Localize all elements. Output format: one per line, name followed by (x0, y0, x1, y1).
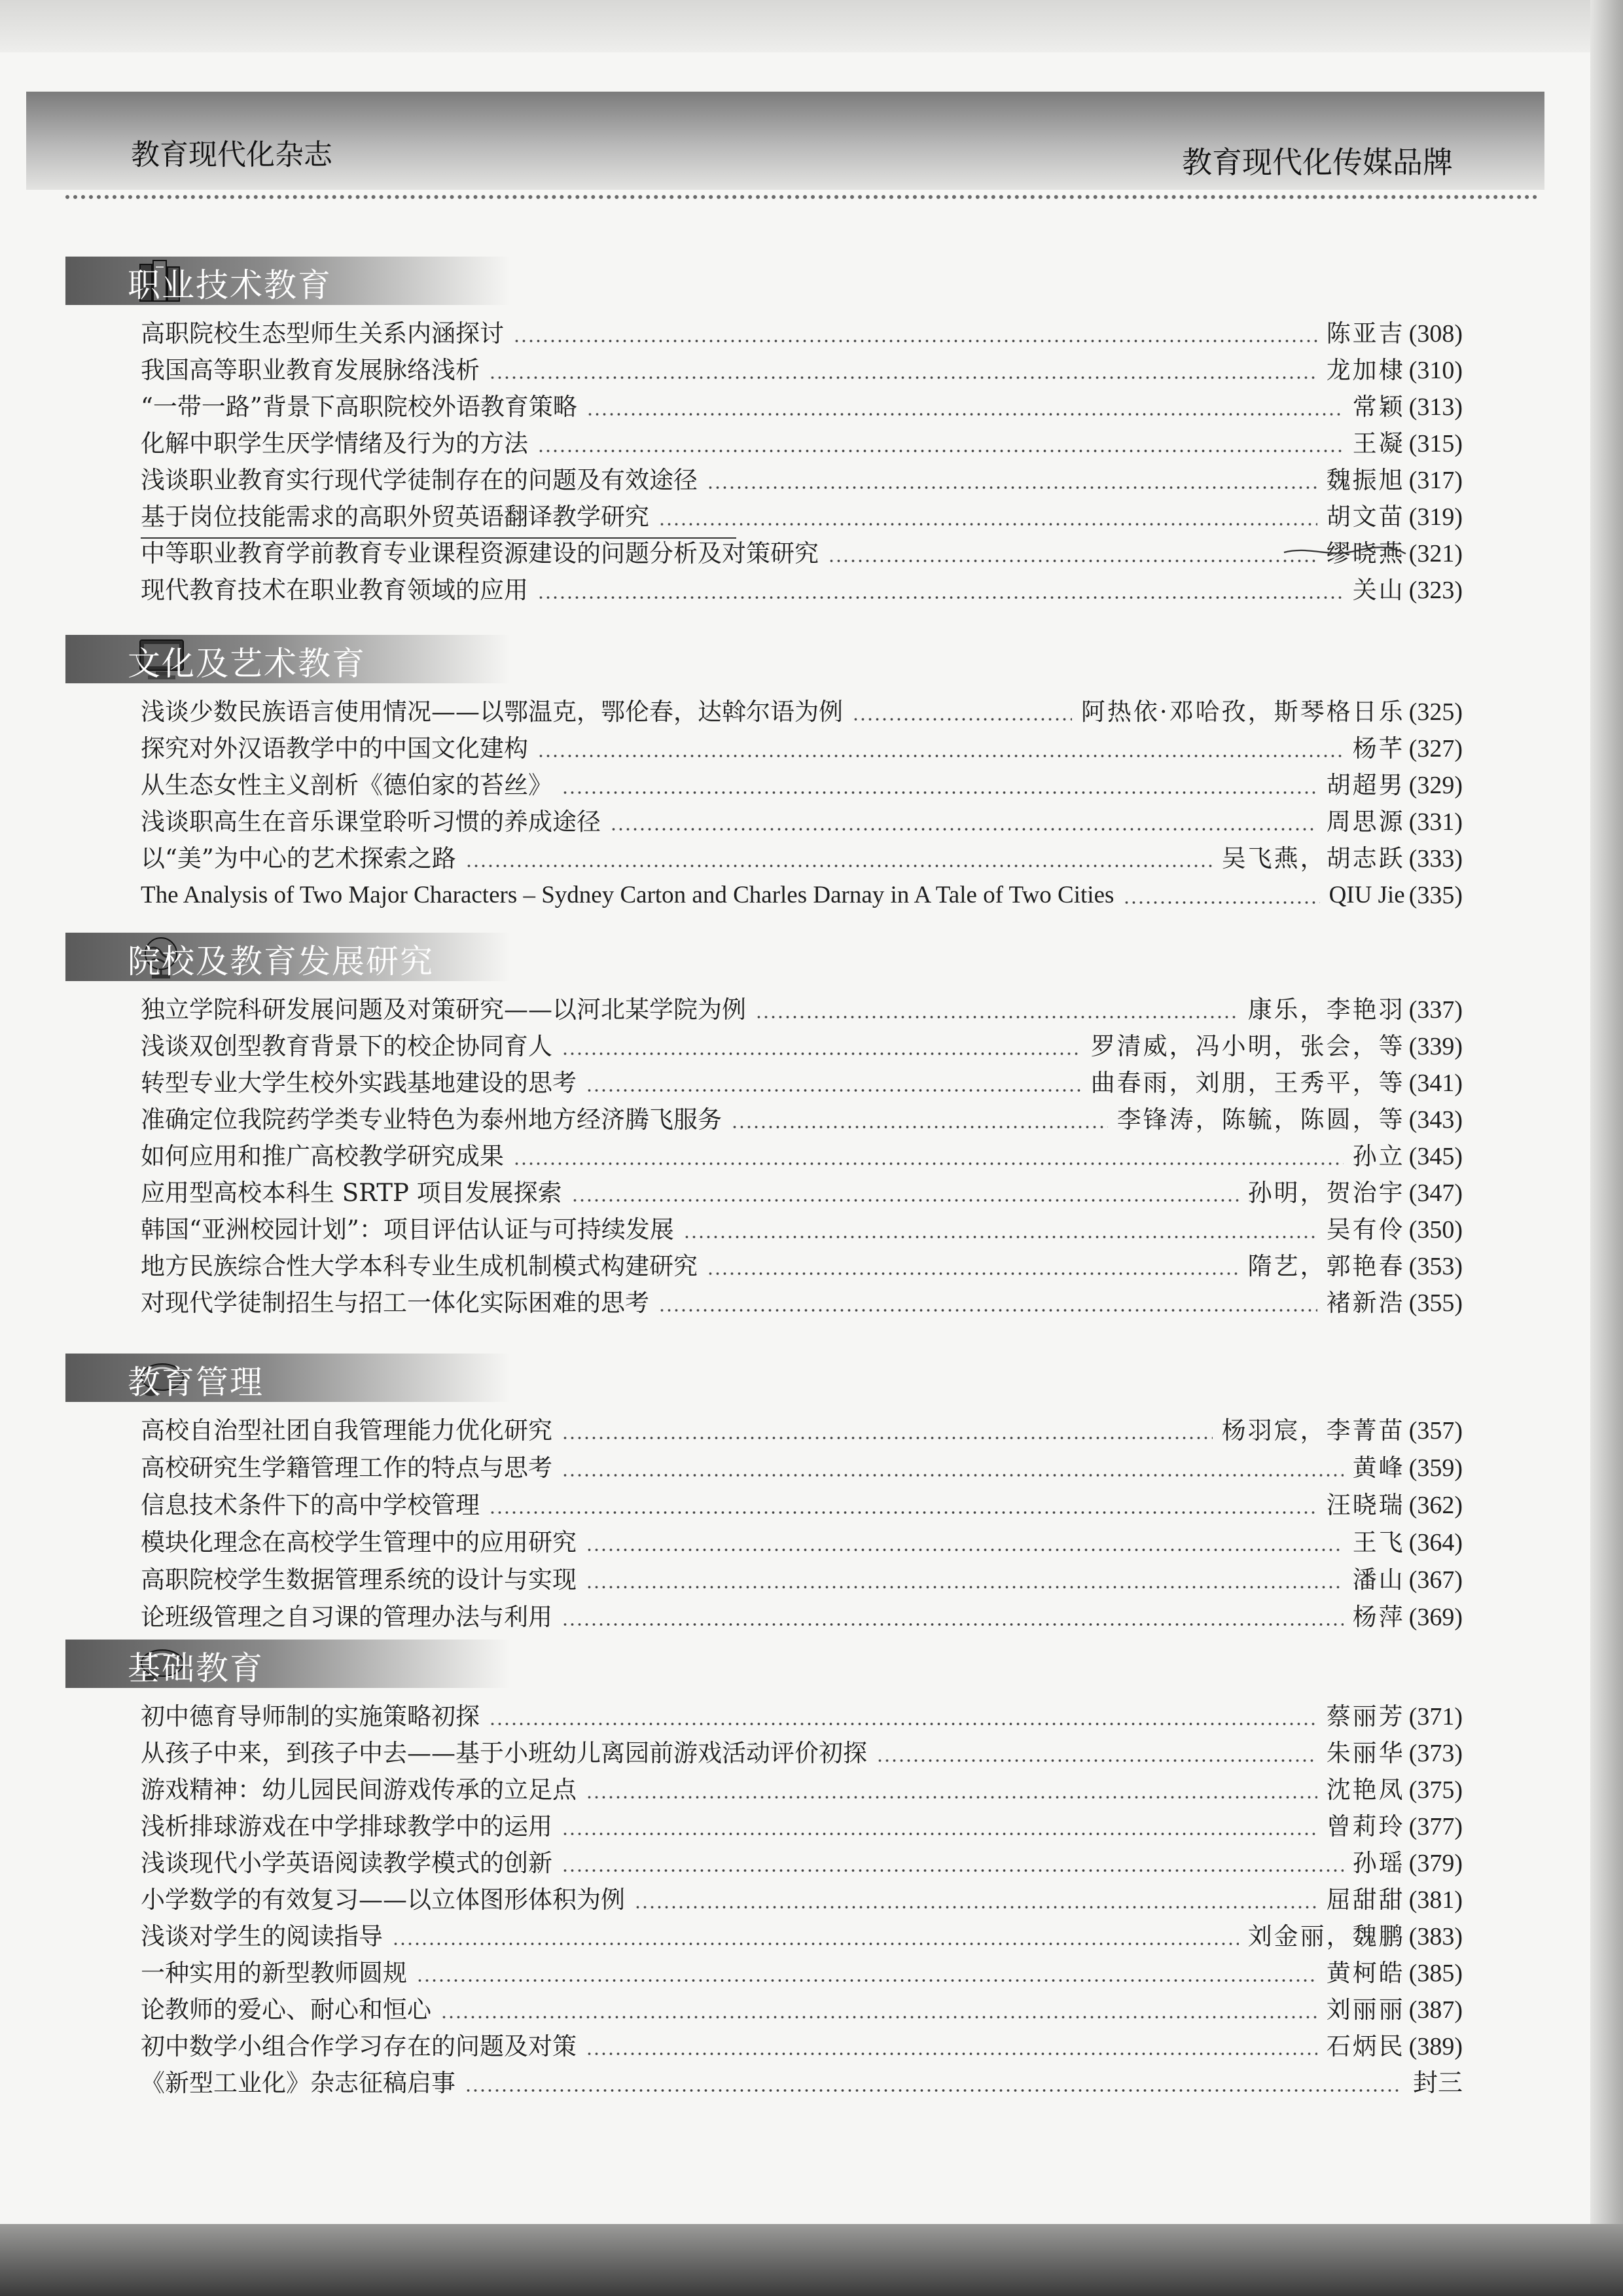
dot-leader (562, 1451, 1344, 1485)
entry-author: 隋艺，郭艳春 (1247, 1252, 1405, 1280)
entry-author: 潘山 (1352, 1566, 1405, 1594)
toc-entry[interactable] (141, 805, 1463, 839)
entry-title: 浅谈双创型教育背景下的校企协同育人 (141, 1032, 552, 1060)
toc-entry[interactable] (141, 1103, 1463, 1137)
dot-leader (707, 463, 1317, 497)
entry-author: 黄峰 (1352, 1454, 1405, 1482)
entry-author: 胡超男 (1326, 771, 1405, 799)
entry-page: (385) (1408, 1960, 1463, 1987)
entry-page: (325) (1408, 698, 1463, 726)
entry-page: (341) (1408, 1069, 1463, 1097)
toc-entry[interactable] (141, 1993, 1463, 2027)
dot-leader (513, 317, 1317, 351)
section-title-bar (65, 1354, 510, 1402)
entry-title: 论班级管理之自习课的管理办法与利用 (141, 1603, 552, 1631)
dot-leader (634, 1883, 1317, 1917)
dot-leader (489, 353, 1317, 387)
dot-leader (755, 993, 1239, 1027)
entry-page: (321) (1408, 540, 1463, 567)
entry-page: (343) (1408, 1106, 1463, 1134)
toc-entry[interactable] (141, 732, 1463, 766)
entry-title: 从孩子中来，到孩子中去——基于小班幼儿离园前游戏活动评价初探 (141, 1739, 867, 1767)
entry-title: 韩国“亚洲校园计划”：项目评估认证与可持续发展 (141, 1215, 674, 1244)
entry-page: (375) (1408, 1776, 1463, 1804)
entry-page: (367) (1408, 1566, 1463, 1594)
dot-leader (586, 1526, 1344, 1560)
section-title: 基础教育 (128, 1649, 264, 1687)
dot-leader (562, 1846, 1344, 1880)
entry-author: 褚新浩 (1326, 1289, 1405, 1317)
entry-author: 缪晓燕 (1326, 539, 1405, 567)
section-title-bar (65, 257, 510, 305)
scan-bottom-edge (0, 2224, 1623, 2296)
entry-title: 转型专业大学生校外实践基地建设的思考 (141, 1069, 577, 1097)
dot-leader (731, 1103, 1108, 1137)
entry-title: 论教师的爱心、耐心和恒心 (141, 1996, 431, 2024)
entry-page: (345) (1408, 1143, 1463, 1170)
entry-author: 汪晓瑞 (1326, 1491, 1405, 1519)
entry-author: 沈艳凤 (1326, 1776, 1405, 1804)
entry-page: (335) (1408, 882, 1463, 909)
toc-entry[interactable] (141, 1810, 1463, 1844)
section-title-bar (65, 635, 510, 683)
dot-leader (465, 2066, 1400, 2100)
toc-entry[interactable] (141, 1488, 1463, 1522)
section-title: 职业技术教育 (128, 266, 332, 304)
entry-author: 刘丽丽 (1326, 1996, 1405, 2024)
dot-leader (586, 2030, 1317, 2064)
entry-author: 关山 (1352, 576, 1405, 604)
entry-page: (327) (1408, 735, 1463, 762)
entry-author: 魏振旭 (1326, 466, 1405, 494)
dot-leader (562, 1600, 1344, 1634)
entry-page: (337) (1408, 996, 1463, 1024)
section-title-bar (65, 933, 510, 981)
toc-entry[interactable] (141, 768, 1463, 802)
brand-title: 教育现代化传媒品牌 (1182, 145, 1453, 180)
entry-author: QIU Jie (1329, 882, 1405, 908)
dot-leader (852, 695, 1072, 729)
entry-title: 浅谈对学生的阅读指导 (141, 1922, 383, 1950)
entry-author: 罗清威，冯小明，张会，等 (1090, 1032, 1405, 1060)
dot-leader (562, 1810, 1317, 1844)
entry-author: 石炳民 (1326, 2032, 1405, 2060)
toc-entry[interactable] (141, 2030, 1463, 2064)
entry-title: 应用型高校本科生 SRTP 项目发展探索 (141, 1179, 562, 1207)
journal-title: 教育现代化杂志 (131, 138, 332, 171)
toc-entry[interactable] (141, 1451, 1463, 1485)
scan-top-edge (0, 0, 1623, 52)
entry-page: (379) (1408, 1850, 1463, 1877)
dot-leader (513, 1139, 1344, 1174)
dot-leader (489, 1488, 1317, 1522)
entry-page: (350) (1408, 1216, 1463, 1244)
dot-leader (562, 1414, 1213, 1448)
entry-author: 杨羽宸，李菁苗 (1221, 1416, 1405, 1444)
entry-author: 王凝 (1352, 429, 1405, 457)
entry-title: 高校研究生学籍管理工作的特点与思考 (141, 1454, 552, 1482)
header-rule (65, 195, 1538, 199)
entry-author: 曲春雨，刘朋，王秀平，等 (1090, 1069, 1405, 1097)
toc-entry[interactable] (141, 317, 1463, 351)
toc-entry[interactable] (141, 500, 1463, 534)
entry-author: 屈甜甜 (1326, 1886, 1405, 1914)
entry-author: 杨芊 (1352, 734, 1405, 762)
entry-title: 信息技术条件下的高中学校管理 (141, 1491, 480, 1519)
toc-entry[interactable] (141, 1030, 1463, 1064)
toc-entry[interactable] (141, 573, 1463, 607)
dot-leader (707, 1249, 1239, 1283)
handwritten-underline (141, 537, 736, 539)
dot-leader (876, 1736, 1317, 1770)
entry-page: (319) (1408, 503, 1463, 531)
entry-title: 初中德育导师制的实施策略初探 (141, 1702, 480, 1731)
entry-page: (362) (1408, 1492, 1463, 1519)
entry-author: 曾莉玲 (1326, 1812, 1405, 1840)
toc-entry[interactable] (141, 353, 1463, 387)
section-title: 文化及艺术教育 (128, 645, 366, 683)
entry-title: 如何应用和推广高校教学研究成果 (141, 1142, 504, 1170)
entry-author: 杨萍 (1352, 1603, 1405, 1631)
entry-title: “一带一路”背景下高职院校外语教育策略 (141, 393, 577, 421)
toc-entry[interactable] (141, 1883, 1463, 1917)
entry-page: (387) (1408, 1996, 1463, 2024)
entry-title: The Analysis of Two Major Characters – Sydney Carton and Charles Darnay in A Tale of Two Cities (141, 882, 1115, 908)
entry-title: 中等职业教育学前教育专业课程资源建设的问题分析及对策研究 (141, 539, 819, 567)
entry-author: 朱丽华 (1326, 1739, 1405, 1767)
toc-entry[interactable] (141, 1526, 1463, 1560)
toc-entry[interactable] (141, 1176, 1463, 1210)
entry-page: (355) (1408, 1289, 1463, 1317)
toc-entry[interactable] (141, 1736, 1463, 1770)
entry-title: 准确定位我院药学类专业特色为泰州地方经济腾飞服务 (141, 1105, 722, 1134)
dot-leader (586, 390, 1344, 424)
dot-leader (586, 1773, 1317, 1807)
toc-entry[interactable] (141, 463, 1463, 497)
section-title: 教育管理 (128, 1363, 264, 1401)
dot-leader (440, 1993, 1317, 2027)
entry-title: 我国高等职业教育发展脉络浅析 (141, 356, 480, 384)
entry-title: 初中数学小组合作学习存在的问题及对策 (141, 2032, 577, 2060)
entry-title: 一种实用的新型教师圆规 (141, 1959, 407, 1987)
dot-leader (465, 842, 1213, 876)
entry-author: 龙加棣 (1326, 356, 1405, 384)
entry-page: (315) (1408, 430, 1463, 457)
entry-author: 孙明，贺治宇 (1247, 1179, 1405, 1207)
toc-entry[interactable] (141, 878, 1463, 912)
toc-entry[interactable] (141, 1700, 1463, 1734)
dot-leader (392, 1920, 1239, 1954)
dot-leader (658, 1286, 1317, 1320)
toc-entry[interactable] (141, 1249, 1463, 1283)
toc-entry[interactable] (141, 537, 1463, 571)
dot-leader (489, 1700, 1317, 1734)
entry-page: (353) (1408, 1253, 1463, 1280)
entry-title: 高职院校学生数据管理系统的设计与实现 (141, 1566, 577, 1594)
entry-page: (383) (1408, 1923, 1463, 1950)
dot-leader (416, 1956, 1317, 1990)
entry-author: 刘金丽，魏鹏 (1247, 1922, 1405, 1950)
entry-page: 封三 (1412, 2070, 1463, 2097)
entry-title: 《新型工业化》杂志征稿启事 (141, 2069, 455, 2097)
entry-page: (313) (1408, 393, 1463, 421)
entry-author: 周思源 (1326, 808, 1405, 836)
entry-page: (310) (1408, 357, 1463, 384)
toc-entry[interactable] (141, 1920, 1463, 1954)
toc-entry[interactable] (141, 993, 1463, 1027)
toc-entry[interactable] (141, 1773, 1463, 1807)
dot-leader (586, 1563, 1344, 1597)
dot-leader (537, 427, 1344, 461)
entry-title: 地方民族综合性大学本科专业生成机制模式构建研究 (141, 1252, 698, 1280)
entry-title: 以“美”为中心的艺术探索之路 (141, 844, 456, 872)
entry-title: 独立学院科研发展问题及对策研究——以河北某学院为例 (141, 996, 746, 1024)
entry-author: 李锋涛，陈毓，陈圆，等 (1116, 1105, 1405, 1134)
entry-title: 模块化理念在高校学生管理中的应用研究 (141, 1528, 577, 1556)
dot-leader (537, 732, 1344, 766)
entry-page: (331) (1408, 808, 1463, 836)
toc-entry[interactable] (141, 1414, 1463, 1448)
toc-entry[interactable] (141, 427, 1463, 461)
dot-leader (658, 500, 1317, 534)
section-title: 院校及教育发展研究 (128, 942, 434, 980)
toc-entry[interactable] (141, 1286, 1463, 1320)
entry-page: (377) (1408, 1813, 1463, 1840)
handwritten-author-underline (1283, 543, 1407, 559)
toc-entry[interactable] (141, 1600, 1463, 1634)
dot-leader (537, 573, 1344, 607)
dot-leader (610, 805, 1317, 839)
entry-page: (357) (1408, 1417, 1463, 1444)
dot-leader (586, 1066, 1082, 1100)
entry-author: 孙瑶 (1352, 1849, 1405, 1877)
entry-title: 浅谈现代小学英语阅读教学模式的创新 (141, 1849, 552, 1877)
toc-entry[interactable] (141, 1846, 1463, 1880)
entry-page: (381) (1408, 1886, 1463, 1914)
entry-title: 浅谈职业教育实行现代学徒制存在的问题及有效途径 (141, 466, 698, 494)
entry-title: 化解中职学生厌学情绪及行为的方法 (141, 429, 528, 457)
entry-author: 吴飞燕，胡志跃 (1221, 844, 1405, 872)
toc-entry[interactable] (141, 1956, 1463, 1990)
toc-entry[interactable] (141, 695, 1463, 729)
toc-entry[interactable] (141, 1139, 1463, 1174)
toc-entry[interactable] (141, 1213, 1463, 1247)
entry-page: (369) (1408, 1604, 1463, 1631)
toc-entry[interactable] (141, 842, 1463, 876)
entry-page: (333) (1408, 845, 1463, 872)
entry-page: (347) (1408, 1179, 1463, 1207)
entry-author: 常颖 (1352, 393, 1405, 421)
scan-right-edge (1590, 0, 1623, 2296)
entry-page: (359) (1408, 1454, 1463, 1482)
entry-author: 康乐，李艳羽 (1247, 996, 1405, 1024)
entry-page: (323) (1408, 577, 1463, 604)
entry-author: 黄柯皓 (1326, 1959, 1405, 1987)
entry-page: (308) (1408, 320, 1463, 348)
entry-page: (389) (1408, 2033, 1463, 2060)
entry-title: 探究对外汉语教学中的中国文化建构 (141, 734, 528, 762)
entry-title: 小学数学的有效复习——以立体图形体积为例 (141, 1886, 625, 1914)
dot-leader (571, 1176, 1239, 1210)
entry-title: 对现代学徒制招生与招工一体化实际困难的思考 (141, 1289, 649, 1317)
entry-page: (373) (1408, 1740, 1463, 1767)
entry-page: (364) (1408, 1529, 1463, 1556)
entry-title: 从生态女性主义剖析《德伯家的苔丝》 (141, 771, 552, 799)
entry-page: (329) (1408, 772, 1463, 799)
entry-title: 现代教育技术在职业教育领域的应用 (141, 576, 528, 604)
entry-page: (371) (1408, 1703, 1463, 1731)
entry-title: 高校自治型社团自我管理能力优化研究 (141, 1416, 552, 1444)
entry-author: 孙立 (1352, 1142, 1405, 1170)
entry-title: 浅谈少数民族语言使用情况——以鄂温克，鄂伦春，达斡尔语为例 (141, 698, 843, 726)
entry-title: 浅谈职高生在音乐课堂聆听习惯的养成途径 (141, 808, 601, 836)
dot-leader (562, 768, 1317, 802)
toc-entry[interactable] (141, 390, 1463, 424)
dot-leader (683, 1213, 1317, 1247)
entry-title: 游戏精神：幼儿园民间游戏传承的立足点 (141, 1776, 577, 1804)
section-title-bar (65, 1640, 510, 1688)
dot-leader (1123, 878, 1319, 912)
toc-entry[interactable] (141, 2066, 1463, 2100)
entry-author: 吴有伶 (1326, 1215, 1405, 1244)
entry-author: 蔡丽芳 (1326, 1702, 1405, 1731)
entry-title: 基于岗位技能需求的高职外贸英语翻译教学研究 (141, 503, 649, 531)
toc-entry[interactable] (141, 1066, 1463, 1100)
entry-author: 陈亚吉 (1326, 319, 1405, 348)
entry-author: 阿热依·邓哈孜，斯琴格日乐 (1080, 698, 1405, 726)
dot-leader (828, 537, 1317, 571)
entry-page: (317) (1408, 467, 1463, 494)
dot-leader (562, 1030, 1082, 1064)
entry-page: (339) (1408, 1033, 1463, 1060)
entry-title: 高职院校生态型师生关系内涵探讨 (141, 319, 504, 348)
entry-title: 浅析排球游戏在中学排球教学中的运用 (141, 1812, 552, 1840)
toc-entry[interactable] (141, 1563, 1463, 1597)
entry-author: 王飞 (1352, 1528, 1405, 1556)
entry-author: 胡文苗 (1326, 503, 1405, 531)
